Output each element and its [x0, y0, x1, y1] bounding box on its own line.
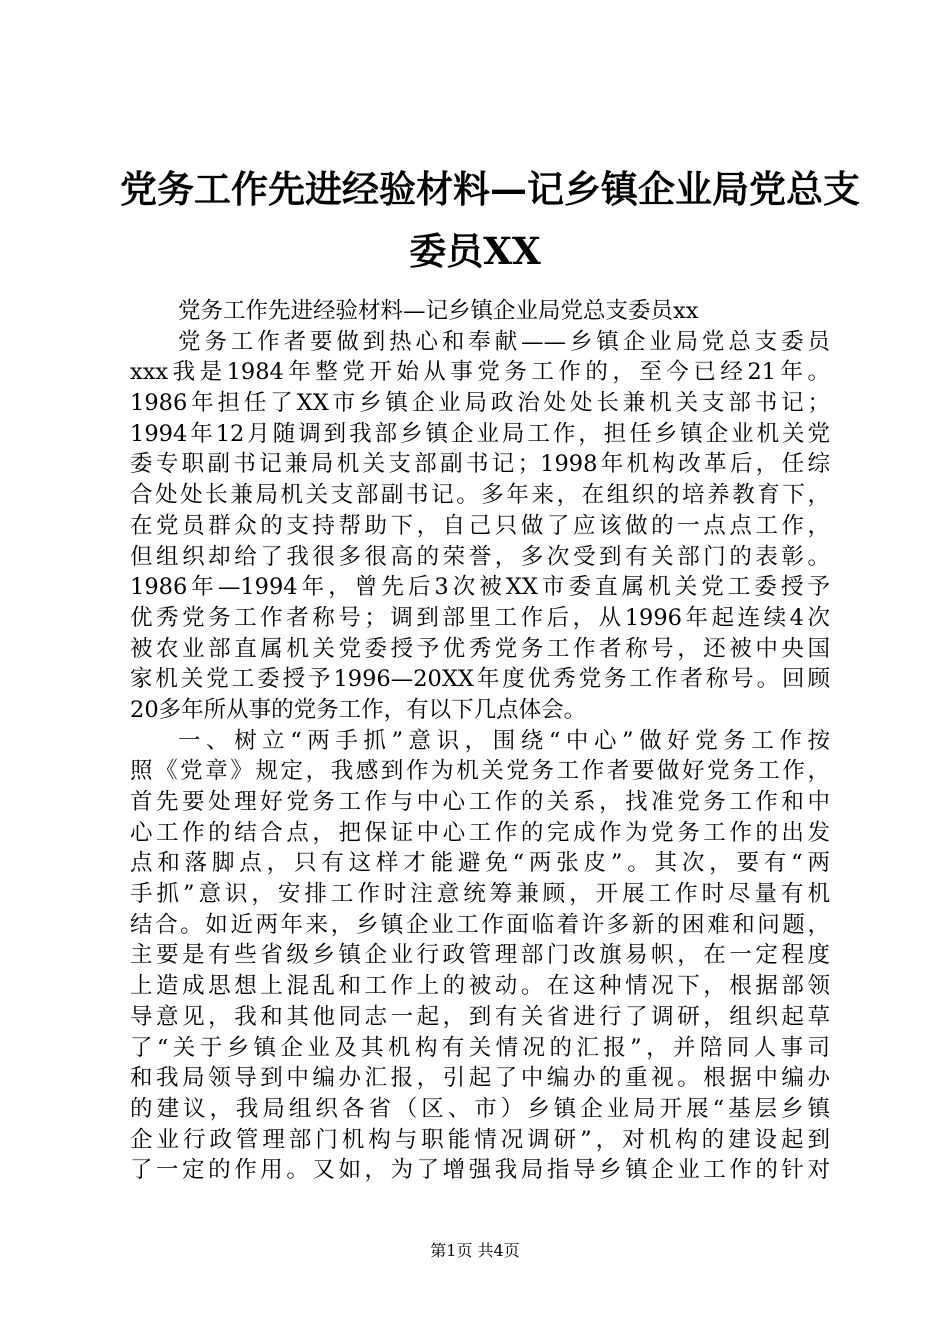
body-line: 20多年所从事的党务工作，有以下几点体会。: [130, 696, 587, 723]
body-line: 企业行政管理部门机构与职能情况调研”，对机构的建设起到: [130, 1126, 830, 1153]
page-number-footer: 第1页 共4页: [430, 1241, 520, 1260]
body-line: 在党员群众的支持帮助下，自己只做了应该做的一点点工作，: [130, 512, 830, 539]
title-line-1: 党务工作先进经验材料—记乡镇企业局党总支: [120, 167, 860, 211]
body-line: 1986年担任了XX市乡镇企业局政治处处长兼机关支部书记；: [130, 390, 830, 417]
body-line: xxx我是1984年整党开始从事党务工作的，至今已经21年。: [130, 359, 830, 386]
title-line-2: 委员XX: [409, 229, 541, 273]
body-line: 结合。如近两年来，乡镇企业工作面临着许多新的困难和问题，: [130, 911, 830, 938]
document-title: [120, 158, 860, 282]
document-body: [130, 296, 830, 1186]
body-line: 合处处长兼局机关支部副书记。多年来，在组织的培养教育下，: [130, 482, 830, 509]
body-line: 了“关于乡镇企业及其机构有关情况的汇报”，并陪同人事司: [130, 1034, 830, 1061]
body-line: 1994年12月随调到我部乡镇企业局工作，担任乡镇企业机关党: [130, 420, 830, 447]
body-line: 首先要处理好党务工作与中心工作的关系，找准党务工作和中: [130, 789, 830, 815]
body-line: 导意见，我和其他同志一起，到有关省进行了调研，组织起草: [130, 1003, 830, 1030]
body-line: 委专职副书记兼局机关支部副书记；1998年机构改革后，任综: [130, 451, 830, 478]
body-line: 被农业部直属机关党委授予优秀党务工作者称号，还被中央国: [130, 635, 830, 662]
body-line: 的建议，我局组织各省（区、市）乡镇企业局开展“基层乡镇: [130, 1095, 830, 1122]
body-line: 和我局领导到中编办汇报，引起了中编办的重视。根据中编办: [130, 1065, 830, 1092]
body-line: 点和落脚点，只有这样才能避免“两张皮”。其次，要有“两: [130, 850, 830, 877]
body-line: 了一定的作用。又如，为了增强我局指导乡镇企业工作的针对: [130, 1157, 830, 1184]
body-line: 手抓”意识，安排工作时注意统筹兼顾，开展工作时尽量有机: [130, 881, 830, 908]
body-line: 家机关党工委授予1996—20XX年度优秀党务工作者称号。回顾: [130, 666, 830, 693]
body-line: 一、树立“两手抓”意识，围绕“中心”做好党务工作按: [178, 727, 830, 754]
body-line: 主要是有些省级乡镇企业行政管理部门改旗易帜，在一定程度: [130, 942, 830, 969]
body-line: 但组织却给了我很多很高的荣誉，多次受到有关部门的表彰。: [130, 543, 830, 570]
body-line: 优秀党务工作者称号；调到部里工作后，从1996年起连续4次: [130, 604, 830, 631]
body-line: 照《党章》规定，我感到作为机关党务工作者要做好党务工作，: [130, 758, 830, 785]
body-line: 上造成思想上混乱和工作上的被动。在这种情况下，根据部领: [130, 973, 830, 1000]
body-line: 党务工作者要做到热心和奉献——乡镇企业局党总支委员: [178, 328, 830, 355]
body-line: 党务工作先进经验材料—记乡镇企业局党总支委员xx: [178, 298, 699, 324]
body-line: 心工作的结合点，把保证中心工作的完成作为党务工作的出发: [130, 819, 830, 846]
body-line: 1986年—1994年，曾先后3次被XX市委直属机关党工委授予: [130, 574, 830, 601]
